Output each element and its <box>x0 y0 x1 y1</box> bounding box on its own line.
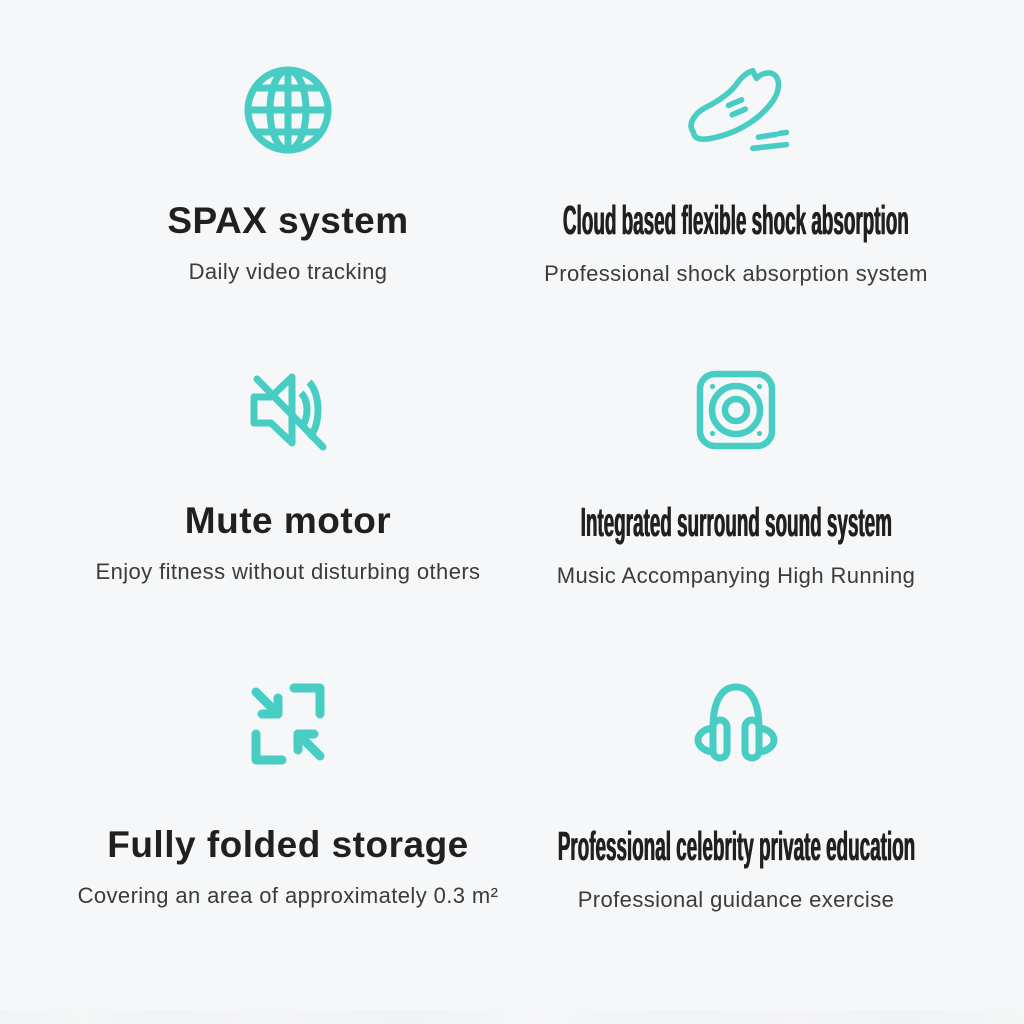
feature-subtitle: Covering an area of approximately 0.3 m² <box>77 883 499 908</box>
feature-subtitle: Professional guidance exercise <box>577 887 895 912</box>
feature-subtitle: Daily video tracking <box>188 259 388 284</box>
feature-title: Mute motor <box>184 500 392 541</box>
feature-title: Professional celebrity private education <box>557 823 915 869</box>
speaker-box-icon <box>686 360 786 460</box>
feature-card-private-education <box>512 660 960 980</box>
fold-arrows-icon <box>238 674 338 774</box>
feature-card-shock-absorption <box>512 60 960 360</box>
feature-title: Fully folded storage <box>107 824 469 865</box>
feature-subtitle: Enjoy fitness without disturbing others <box>95 559 481 584</box>
feature-subtitle: Professional shock absorption system <box>544 261 928 286</box>
feature-card-mute-motor <box>64 360 512 660</box>
feature-subtitle: Music Accompanying High Running <box>556 563 916 588</box>
feature-card-folded-storage <box>64 660 512 980</box>
feature-grid <box>64 60 960 980</box>
feature-card-spax-system <box>64 60 512 360</box>
running-shoe-icon <box>680 64 792 158</box>
globe-icon <box>238 60 338 160</box>
feature-card-surround-sound <box>512 360 960 660</box>
next-section-edge <box>0 1010 1024 1024</box>
feature-title: SPAX system <box>167 200 409 241</box>
muted-speaker-icon <box>238 360 338 460</box>
headphones-icon <box>686 674 786 774</box>
feature-title: Integrated surround sound system <box>580 499 892 545</box>
feature-title: Cloud based flexible shock absorption <box>563 197 909 243</box>
